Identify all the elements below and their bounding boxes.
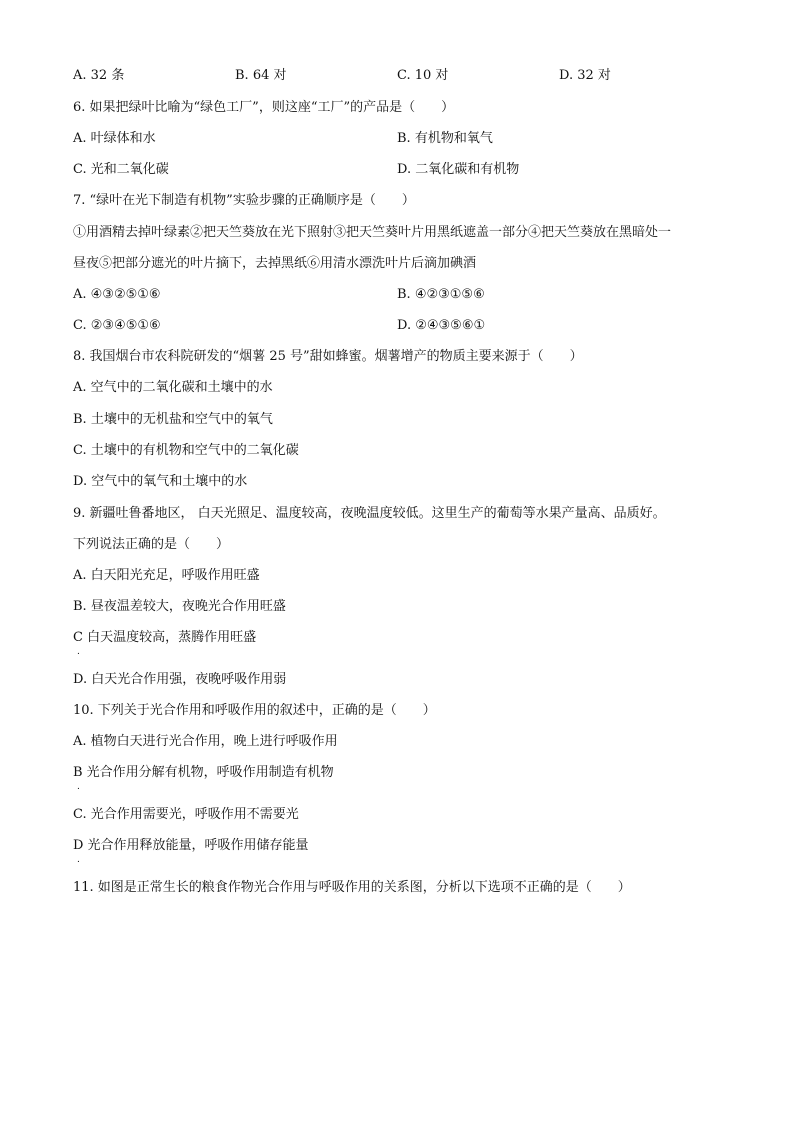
q7-steps-line2: 昼夜⑤把部分遮光的叶片摘下，去掉黑纸⑥用清水漂洗叶片后滴加碘酒 [73, 256, 477, 271]
q9-stem-line2: 下列说法正确的是（ ） [73, 537, 230, 552]
q7-option-d[interactable]: D. ②④③⑤⑥① [397, 318, 486, 333]
q9-option-c[interactable]: C 白天温度较高，蒸腾作用旺盛 [73, 630, 257, 645]
q5-option-a[interactable]: A. 32 条 [73, 68, 125, 83]
q6-stem: 6. 如果把绿叶比喻为“绿色工厂”，则这座“工厂”的产品是（ ） [73, 100, 455, 115]
q10-option-d-dot: . [77, 855, 80, 865]
q10-option-a[interactable]: A. 植物白天进行光合作用，晚上进行呼吸作用 [73, 734, 338, 749]
q7-option-b[interactable]: B. ④②③①⑤⑥ [397, 287, 485, 302]
q8-stem: 8. 我国烟台市农科院研发的“烟薯 25 号”甜如蜂蜜。烟薯增产的物质主要来源于（ ） [73, 349, 583, 364]
q10-option-b[interactable]: B 光合作用分解有机物，呼吸作用制造有机物 [73, 765, 334, 780]
q9-option-c-dot: . [77, 647, 80, 657]
q10-option-b-dot: . [77, 782, 80, 792]
q9-option-d[interactable]: D. 白天光合作用强，夜晚呼吸作用弱 [73, 672, 287, 687]
q8-option-b[interactable]: B. 土壤中的无机盐和空气中的氧气 [73, 412, 273, 427]
q6-option-d[interactable]: D. 二氧化碳和有机物 [397, 162, 520, 177]
q10-stem: 10. 下列关于光合作用和呼吸作用的叙述中，正确的是（ ） [73, 703, 436, 718]
q5-option-c[interactable]: C. 10 对 [397, 68, 449, 83]
q9-stem-line1: 9. 新疆吐鲁番地区， 白天光照足、温度较高，夜晚温度较低。这里生产的葡萄等水果产量高、品质好。 [73, 506, 666, 521]
q6-option-c[interactable]: C. 光和二氧化碳 [73, 162, 169, 177]
q8-option-a[interactable]: A. 空气中的二氧化碳和土壤中的水 [73, 380, 273, 395]
q11-stem: 11. 如图是正常生长的粮食作物光合作用与呼吸作用的关系图，分析以下选项不正确的是（ ） [73, 880, 631, 895]
q7-stem: 7. “绿叶在光下制造有机物”实验步骤的正确顺序是（ ） [73, 193, 415, 208]
q5-option-d[interactable]: D. 32 对 [559, 68, 611, 83]
q9-option-b[interactable]: B. 昼夜温差较大，夜晚光合作用旺盛 [73, 599, 286, 614]
q10-option-d[interactable]: D 光合作用释放能量，呼吸作用储存能量 [73, 838, 309, 853]
q8-option-d[interactable]: D. 空气中的氧气和土壤中的水 [73, 474, 248, 489]
q10-option-c[interactable]: C. 光合作用需要光，呼吸作用不需要光 [73, 807, 299, 822]
q9-option-a[interactable]: A. 白天阳光充足，呼吸作用旺盛 [73, 568, 260, 583]
q6-option-a[interactable]: A. 叶绿体和水 [73, 131, 156, 146]
q5-option-b[interactable]: B. 64 对 [235, 68, 287, 83]
q7-option-c[interactable]: C. ②③④⑤①⑥ [73, 318, 161, 333]
q6-option-b[interactable]: B. 有机物和氧气 [397, 131, 493, 146]
q7-option-a[interactable]: A. ④③②⑤①⑥ [73, 287, 161, 302]
q8-option-c[interactable]: C. 土壤中的有机物和空气中的二氧化碳 [73, 443, 299, 458]
q7-steps-line1: ①用酒精去掉叶绿素②把天竺葵放在光下照射③把天竺葵叶片用黑纸遮盖一部分④把天竺葵放在黑暗处一 [73, 225, 672, 240]
